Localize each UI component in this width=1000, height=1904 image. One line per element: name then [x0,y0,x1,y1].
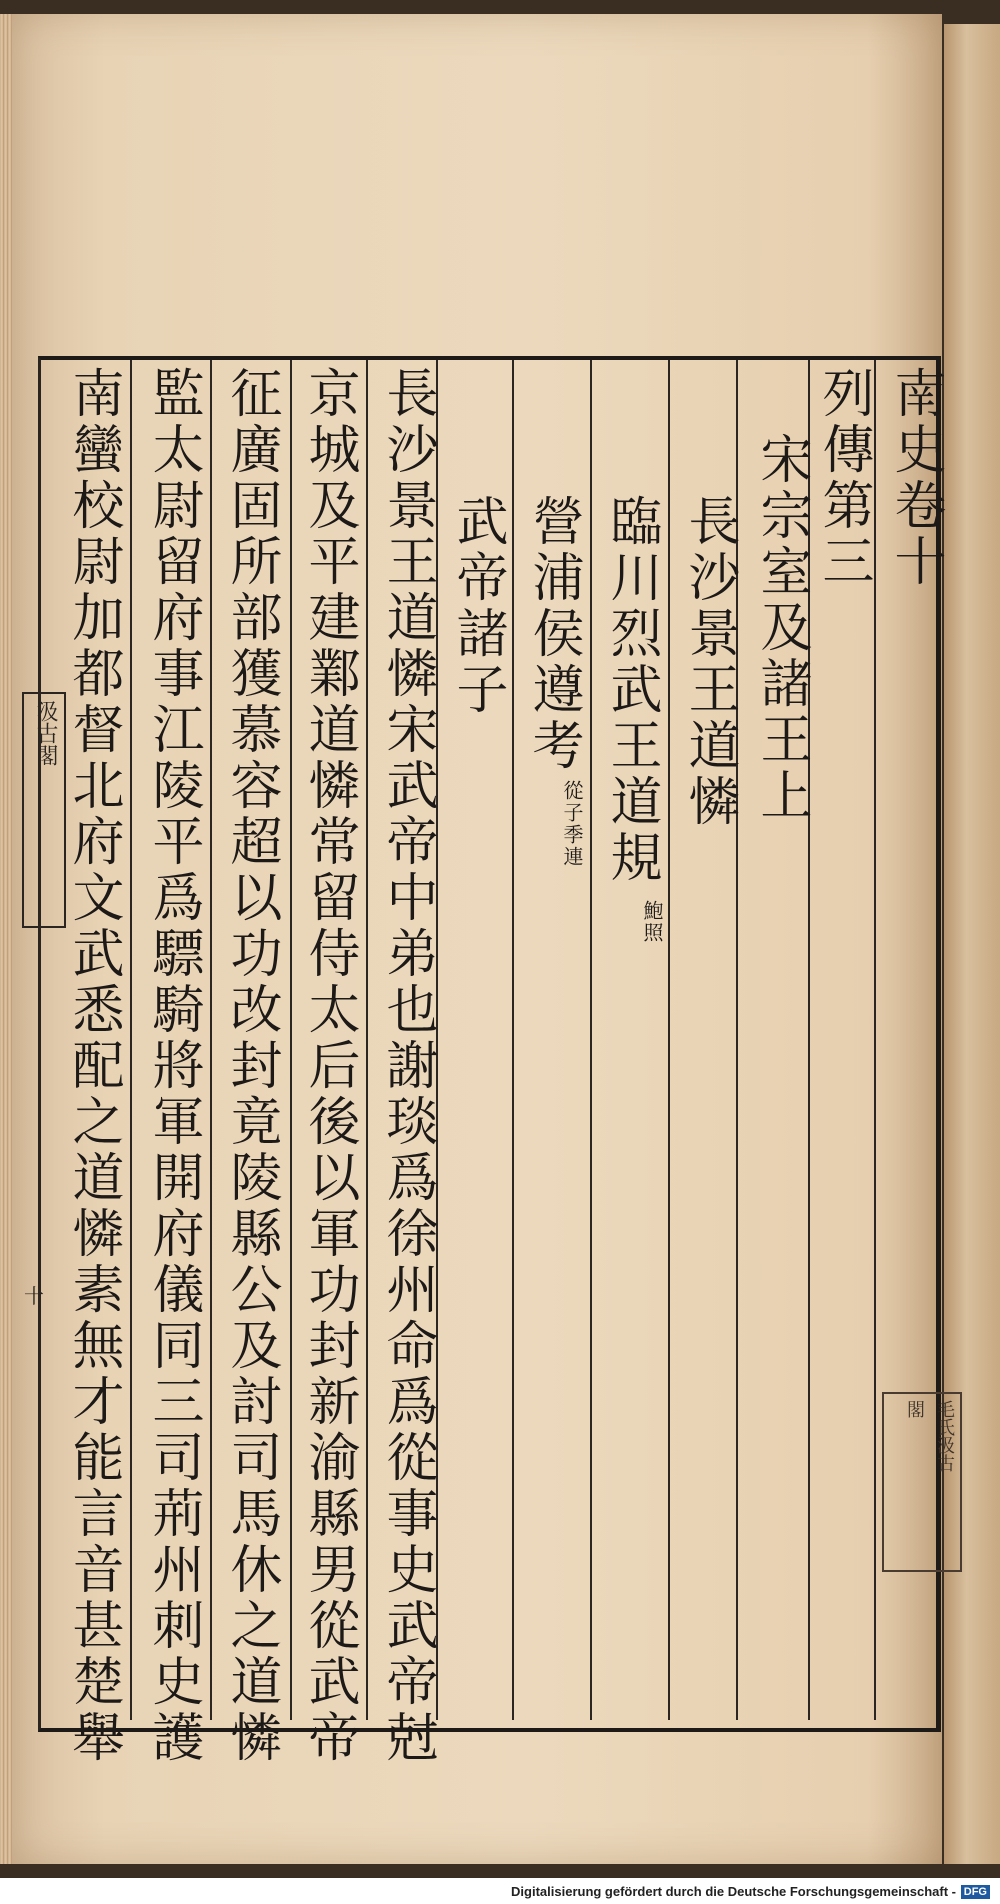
body-column: 監太尉留府事江陵平爲驃騎將軍開府儀同三司荊州刺史護 [143,366,203,1766]
body-column: 征廣固所部獲慕容超以功改封竟陵縣公及討司馬休之道憐 [221,366,281,1766]
column-rule [874,360,876,1720]
seal-text: 閣 [904,1400,925,1418]
column-rule [366,360,368,1720]
toc-entry: 武帝諸子 [447,494,507,718]
column-rule [668,360,670,1720]
section-title: 宋宗室及諸王上 [751,432,811,824]
column-rule [590,360,592,1720]
toc-entry: 營浦侯遵考 [523,494,583,774]
toc-subentry: 鮑照 [640,900,664,944]
body-column: 京城及平建鄴道憐常留侍太后後以軍功封新渝縣男從武帝 [299,366,359,1766]
volume-title: 南史卷十 [885,366,945,590]
toc-entry: 長沙景王道憐 [679,494,739,830]
column-rule [130,360,132,1720]
chapter-title: 列傳第三 [813,366,873,590]
toc-subentry: 從子季連 [560,780,584,868]
seal-text: 毛氏汲古 [934,1400,955,1472]
dfg-logo: DFG [961,1885,990,1899]
column-rule [290,360,292,1720]
margin-label: 汲古閣 [22,692,66,928]
body-column: 南蠻校尉加都督北府文武悉配之道憐素無才能言音甚楚舉 [63,366,123,1766]
next-page-edge [944,24,1000,1864]
toc-entry: 臨川烈武王道規 [601,494,661,886]
column-rule [512,360,514,1720]
footer-credit: Digitalisierung gefördert durch die Deutsche Forschungsgemeinschaft - [511,1884,956,1899]
column-rule [210,360,212,1720]
body-column: 長沙景王道憐宋武帝中弟也謝琰爲徐州命爲從事史武帝尅 [377,366,437,1766]
margin-page-number: 十 [24,1284,44,1308]
collector-seal [882,1392,962,1572]
footer-bar [0,1878,1000,1904]
